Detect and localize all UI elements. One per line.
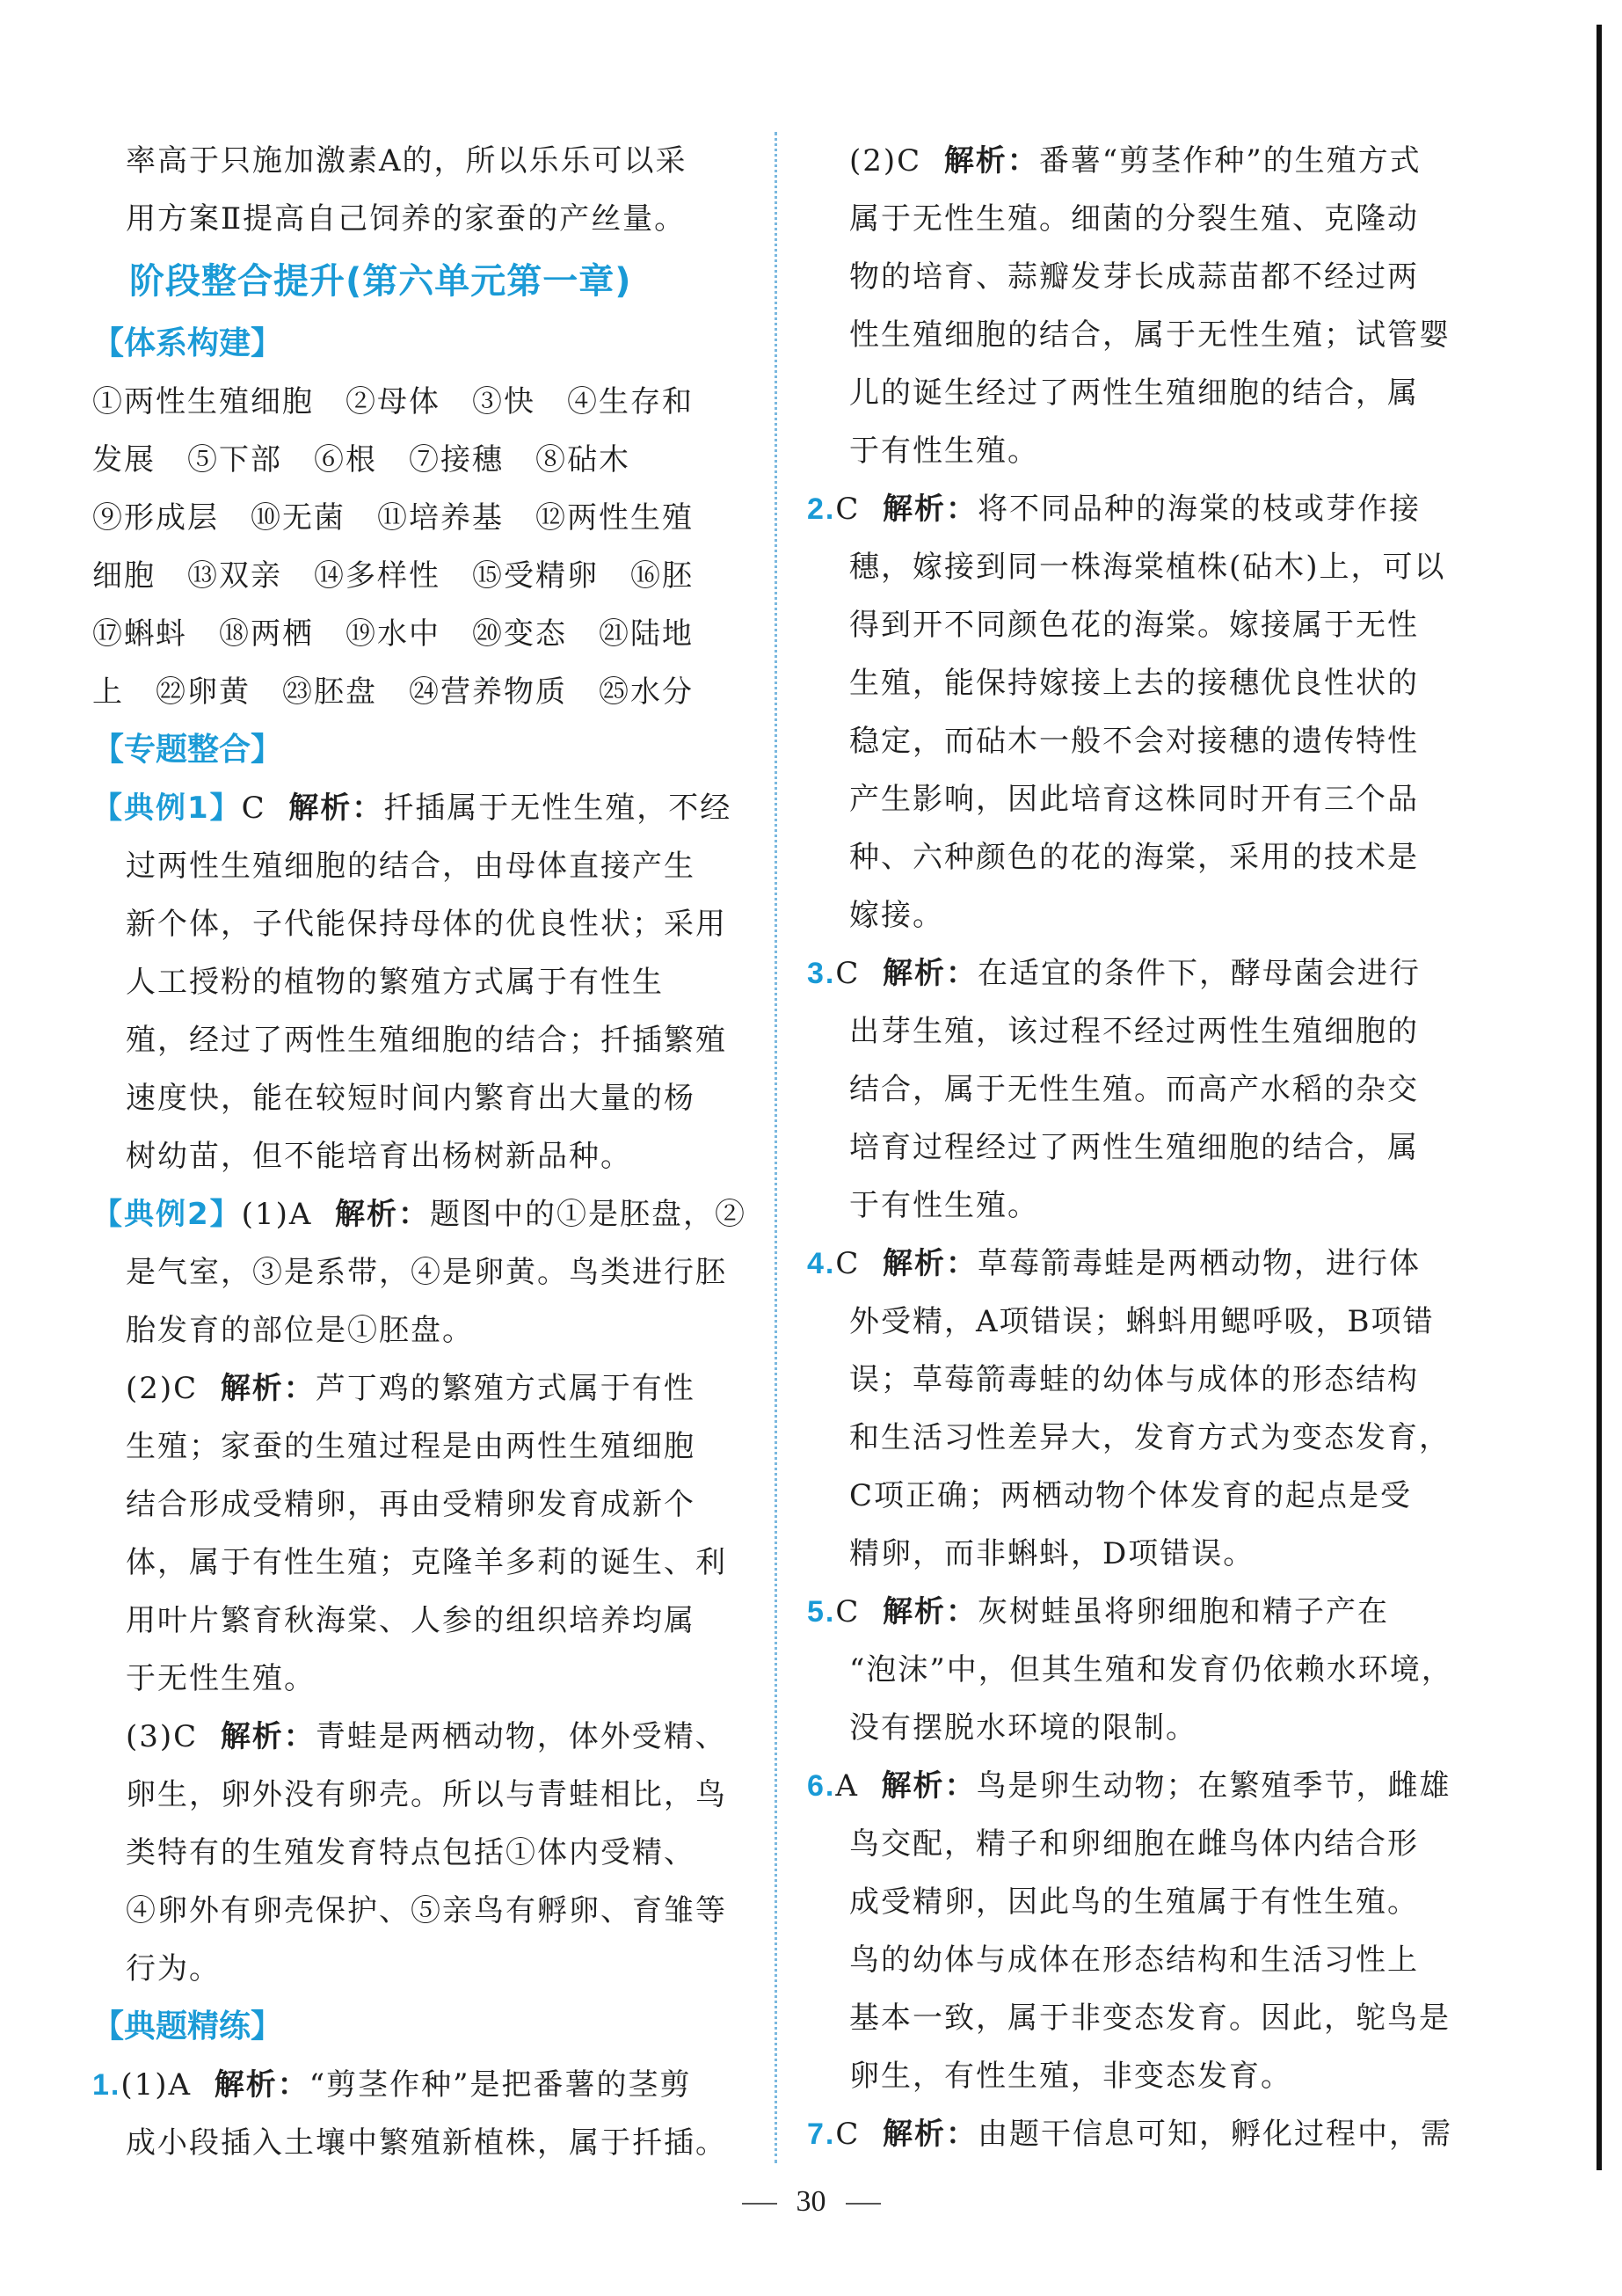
analysis-keyword: 解析：	[335, 1197, 431, 1232]
q2-line: 种、六种颜色的花的海棠，采用的技术是	[849, 840, 1419, 875]
q6-line: 卵生，有性生殖，非变态发育。	[849, 2059, 1292, 2094]
q6-number: 6.	[807, 1769, 836, 1803]
q5-first-line	[807, 1583, 1462, 1641]
q2-number: 2.	[807, 492, 836, 526]
q3-line: 培育过程经过了两性生殖细胞的结合，属	[849, 1130, 1419, 1165]
right-column	[807, 132, 1462, 2163]
example1-line: 速度快，能在较短时间内繁育出大量的杨	[126, 1081, 695, 1116]
q1-part2-line: 属于无性生殖。细菌的分裂生殖、克隆动	[849, 201, 1419, 237]
example2-line: ④卵外有卵壳保护、⑤亲鸟有孵卵、育雏等	[126, 1893, 727, 1928]
q6-line: 鸟的幼体与成体在形态结构和生活习性上	[849, 1942, 1419, 1978]
example2-p1-answer: (1)A	[241, 1197, 313, 1232]
column-divider	[775, 132, 777, 2163]
q1-part2-line: 性生殖细胞的结合，属于无性生殖；试管婴	[849, 317, 1451, 353]
q4-number: 4.	[807, 1247, 836, 1280]
example1-line: 过两性生殖细胞的结合，由母体直接产生	[126, 849, 695, 884]
page-number	[0, 2185, 1622, 2219]
example2-p2-first-line	[92, 1359, 747, 1418]
q4-line: 精卵，而非蝌蚪，D项错误。	[849, 1536, 1255, 1571]
analysis-keyword: 解析：	[881, 1768, 977, 1804]
page-edge-bar	[1597, 25, 1602, 2170]
q4-line: 和生活习性差异大，发育方式为变态发育，	[849, 1420, 1451, 1455]
example1-first-text: 扦插属于无性生殖，不经	[383, 791, 732, 826]
q1-part2-line: 儿的诞生经过了两性生殖细胞的结合，属	[849, 375, 1419, 411]
example2-p1-first: 题图中的①是胚盘，②	[430, 1197, 747, 1232]
example2-p3-first: 青蛙是两栖动物，体外受精、	[315, 1719, 727, 1754]
example2-p2-first: 芦丁鸡的繁殖方式属于有性	[315, 1371, 695, 1406]
q4-first-line	[807, 1235, 1462, 1293]
example2-line: 卵生，卵外没有卵壳。所以与青蛙相比，鸟	[126, 1777, 727, 1812]
analysis-keyword: 解析：	[288, 791, 384, 826]
q7-first: 由题干信息可知，孵化过程中，需	[978, 2117, 1452, 2152]
analysis-keyword: 解析：	[943, 143, 1039, 179]
analysis-keyword: 解析：	[220, 1371, 316, 1406]
system-line: 发展 ⑤下部 ⑥根 ⑦接穗 ⑧砧木	[92, 442, 630, 477]
system-line: ⑨形成层 ⑩无菌 ⑪培养基 ⑫两性生殖	[92, 500, 694, 536]
q1-line: 成小段插入土壤中繁殖新植株，属于扦插。	[126, 2125, 727, 2161]
example2-line: 胎发育的部位是①胚盘。	[126, 1313, 474, 1348]
analysis-keyword: 解析：	[883, 1246, 978, 1281]
example2-p3-answer: (3)C	[126, 1719, 199, 1754]
example2-line: 于无性生殖。	[126, 1661, 316, 1696]
practice-heading: 【典题精练】	[92, 2008, 283, 2045]
q1-part2-first-line	[807, 132, 1462, 190]
q5-first: 灰树蛙虽将卵细胞和精子产在	[978, 1594, 1389, 1629]
q5-number: 5.	[807, 1595, 836, 1629]
q2-line: 得到开不同颜色花的海棠。嫁接属于无性	[849, 608, 1419, 643]
q6-line: 基本一致，属于非变态发育。因此，鸵鸟是	[849, 2001, 1451, 2036]
q2-line: 穗，嫁接到同一株海棠植株(砧木)上，可以	[849, 550, 1446, 585]
page-number-text: 30	[796, 2185, 826, 2218]
example1-tag: 【典例1】	[92, 791, 242, 826]
q7-number: 7.	[807, 2117, 836, 2151]
q1-number: 1.	[92, 2068, 121, 2102]
example2-line: 用叶片繁育秋海棠、人参的组织培养均属	[126, 1603, 695, 1638]
q2-line: 生殖，能保持嫁接上去的接穗优良性状的	[849, 666, 1419, 701]
q4-line: 外受精，A项错误；蝌蚪用鳃呼吸，B项错	[849, 1304, 1435, 1339]
q3-number: 3.	[807, 957, 836, 990]
analysis-keyword: 解析：	[214, 2067, 309, 2103]
example2-line: 生殖；家蚕的生殖过程是由两性生殖细胞	[126, 1429, 695, 1464]
analysis-keyword: 解析：	[883, 1594, 978, 1629]
q3-first: 在适宜的条件下，酵母菌会进行	[978, 956, 1421, 991]
q3-line: 结合，属于无性生殖。而高产水稻的杂交	[849, 1072, 1419, 1107]
example1-line: 树幼苗，但不能培育出杨树新品种。	[126, 1139, 632, 1174]
example2-p2-answer: (2)C	[126, 1371, 199, 1406]
q2-answer: C	[835, 492, 861, 527]
q4-line: C项正确；两栖动物个体发育的起点是受	[849, 1478, 1413, 1513]
q5-answer: C	[835, 1594, 861, 1629]
example1-line: 人工授粉的植物的繁殖方式属于有性生	[126, 965, 664, 1000]
q4-first: 草莓箭毒蛙是两栖动物，进行体	[978, 1246, 1421, 1281]
q2-first: 将不同品种的海棠的枝或芽作接	[978, 492, 1421, 527]
q2-line: 产生影响，因此培育这株同时开有三个品	[849, 782, 1419, 817]
q1-first: “剪茎作种”是把番薯的茎剪	[309, 2067, 692, 2103]
intro-line: 率高于只施加激素A的，所以乐乐可以采	[126, 143, 687, 179]
analysis-keyword: 解析：	[883, 492, 978, 527]
example2-line: 结合形成受精卵，再由受精卵发育成新个	[126, 1487, 695, 1522]
example2-tag: 【典例2】	[92, 1197, 242, 1232]
q5-line: “泡沫”中，但其生殖和发育仍依赖水环境，	[849, 1652, 1453, 1687]
section-title: 阶段整合提升(第六单元第一章)	[129, 261, 632, 302]
topic-heading: 【专题整合】	[92, 732, 283, 768]
q6-line: 成受精卵，因此鸟的生殖属于有性生殖。	[849, 1884, 1419, 1920]
example2-line: 行为。	[126, 1951, 221, 1986]
analysis-keyword: 解析：	[220, 1719, 316, 1754]
q2-first-line	[807, 480, 1462, 538]
example1-line: 新个体，子代能保持母体的优良性状；采用	[126, 907, 727, 942]
example1-answer: C	[241, 791, 266, 826]
q1-answer: (1)A	[120, 2067, 193, 2103]
q6-first-line	[807, 1757, 1462, 1815]
example1-line: 殖，经过了两性生殖细胞的结合；扦插繁殖	[126, 1023, 727, 1058]
system-line: ⑰蝌蚪 ⑱两栖 ⑲水中 ⑳变态 ㉑陆地	[92, 616, 694, 652]
q1-first-line	[92, 2056, 747, 2114]
left-column	[92, 132, 747, 2172]
page-number-dash-left	[742, 2203, 777, 2205]
intro-line: 用方案Ⅱ提高自己饲养的家蚕的产丝量。	[126, 201, 687, 237]
example2-line: 体，属于有性生殖；克隆羊多莉的诞生、利	[126, 1545, 727, 1580]
system-line: 细胞 ⑬双亲 ⑭多样性 ⑮受精卵 ⑯胚	[92, 558, 694, 594]
example2-line: 是气室，③是系带，④是卵黄。鸟类进行胚	[126, 1255, 727, 1290]
q6-answer: A	[835, 1768, 859, 1804]
q1-part2-answer: (2)C	[849, 143, 922, 179]
q6-line: 鸟交配，精子和卵细胞在雌鸟体内结合形	[849, 1826, 1419, 1862]
q3-line: 于有性生殖。	[849, 1188, 1039, 1223]
q6-first: 鸟是卵生动物；在繁殖季节，雌雄	[976, 1768, 1451, 1804]
analysis-keyword: 解析：	[883, 2117, 978, 2152]
q1-part2-line: 于有性生殖。	[849, 434, 1039, 469]
q1-part2-first: 番薯“剪茎作种”的生殖方式	[1038, 143, 1422, 179]
example2-line: 类特有的生殖发育特点包括①体内受精、	[126, 1835, 695, 1870]
q4-answer: C	[835, 1246, 861, 1281]
example2-p3-first-line	[92, 1708, 747, 1766]
q7-answer: C	[835, 2117, 861, 2152]
page-number-dash-right	[846, 2203, 881, 2205]
example1-first-line	[92, 779, 747, 837]
analysis-keyword: 解析：	[883, 956, 978, 991]
q4-line: 误；草莓箭毒蛙的幼体与成体的形态结构	[849, 1362, 1419, 1397]
system-heading: 【体系构建】	[92, 325, 283, 361]
q3-first-line	[807, 944, 1462, 1002]
q2-line: 稳定，而砧木一般不会对接穗的遗传特性	[849, 724, 1419, 759]
q2-line: 嫁接。	[849, 898, 944, 933]
q3-line: 出芽生殖，该过程不经过两性生殖细胞的	[849, 1014, 1419, 1049]
system-line: ①两性生殖细胞 ②母体 ③快 ④生存和	[92, 384, 694, 419]
q7-first-line	[807, 2105, 1462, 2163]
q5-line: 没有摆脱水环境的限制。	[849, 1710, 1197, 1746]
q1-part2-line: 物的培育、蒜瓣发芽长成蒜苗都不经过两	[849, 259, 1419, 295]
q3-answer: C	[835, 956, 861, 991]
example2-first-line	[92, 1185, 747, 1243]
system-line: 上 ㉒卵黄 ㉓胚盘 ㉔营养物质 ㉕水分	[92, 674, 694, 710]
